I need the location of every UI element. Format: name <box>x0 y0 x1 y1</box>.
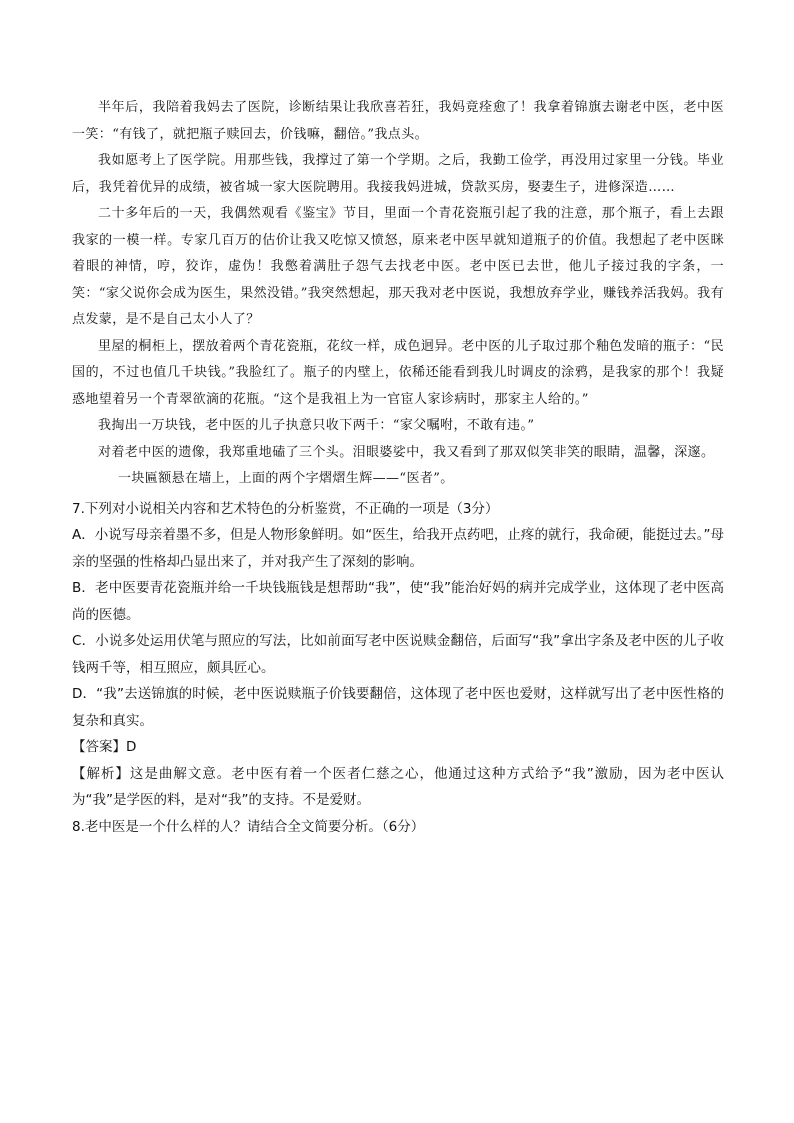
story-final-line: 一块匾额悬在墙上，上面的两个字熠熠生辉——“医者”。 <box>118 471 454 486</box>
answer-value: D <box>126 739 137 755</box>
story-text <box>72 95 724 493</box>
question-7-option-c: C．小说多处运用伏笔与照应的写法，比如前面写老中医说赎金翻倍，后面写“我”拿出字条及老中医的儿子收钱两千等，相互照应，颇具匠心。 <box>72 633 724 676</box>
story-paragraph: 二十多年后的一天，我偶然观看《鉴宝》节目，里面一个青花瓷瓶引起了我的注意，那个瓶子，看上去跟我家的一模一样。专家几百万的估价让我又吃惊又愤怒，原来老中医早就知道瓶子的价值。我想起了老中医眯着眼的神情，哼，狡诈，虚伪！我憋着满肚子怨气去找老中医。老中医已去世，他儿子接过我的字条，一笑：“家父说你会成为医生，果然没错。”我突然想起，那天我对老中医说，我想放弃学业，赚钱养活我妈。我有点发蒙，是不是自己太小人了？ <box>72 206 724 327</box>
question-7-stem: 7.下列对小说相关内容和艺术特色的分析鉴赏，不正确的一项是（3分） <box>72 500 499 517</box>
story-paragraph: 里屋的桐柜上，摆放着两个青花瓷瓶，花纹一样，成色迥异。老中医的儿子取过那个釉色发暗的瓶子：“民国的，不过也值几千块钱。”我脸红了。瓶子的内壁上，依稀还能看到我儿时调皮的涂鸦，是我家的那个！我疑惑地望着另一个青翠欲滴的花瓶。“这个是我祖上为一官宦人家诊病时，那家主人给的。” <box>72 338 724 407</box>
analysis-text: 这是曲解文意。老中医有着一个医者仁慈之心，他通过这种方式给予“我”激励，因为老中医认为“我”是学医的料，是对“我”的支持。不是爱财。 <box>72 765 724 808</box>
story-paragraph: 半年后，我陪着我妈去了医院，诊断结果让我欣喜若狂，我妈竟痊愈了！我拿着锦旗去谢老中医，老中医一笑：“有钱了，就把瓶子赎回去，价钱嘛，翻倍。”我点头。 <box>72 100 724 142</box>
page-content <box>72 95 724 840</box>
question-7-option-d: D．“我”去送锦旗的时候，老中医说赎瓶子价钱要翻倍，这体现了老中医也爱财，这样就写出了老中医性格的复杂和真实。 <box>72 686 724 729</box>
question-8-stem: 8.老中医是一个什么样的人？请结合全文简要分析。（6分） <box>72 818 425 835</box>
question-7-option-b: B．老中医要青花瓷瓶并给一千块钱瓶钱是想帮助“我”，使“我”能治好妈的病并完成学业，这体现了老中医高尚的医德。 <box>72 580 724 623</box>
story-paragraph: 我掏出一万块钱，老中医的儿子执意只收下两千：“家父嘱咐，不敢有违。” <box>98 418 535 433</box>
answer-tag: 【答案】 <box>72 739 126 755</box>
answer-line <box>72 734 724 761</box>
analysis-line <box>72 761 724 814</box>
story-paragraph: 对着老中医的遗像，我郑重地磕了三个头。泪眼婆娑中，我又看到了那双似笑非笑的眼睛，温馨，深邃。 <box>98 444 715 460</box>
story-paragraph: 我如愿考上了医学院。用那些钱，我撑过了第一个学期。之后，我勤工俭学，再没用过家里一分钱。毕业后，我凭着优异的成绩，被省城一家大医院聘用。我接我妈进城，贷款买房，娶妻生子，进修深造…… <box>72 153 724 195</box>
analysis-tag: 【解析】 <box>72 765 130 782</box>
question-7-option-a: A．小说写母亲着墨不多，但是人物形象鲜明。如“医生，给我开点药吧，止疼的就行，我命硬，能挺过去。”母亲的坚强的性格却凸显出来了，并对我产生了深刻的影响。 <box>72 527 724 570</box>
question-section <box>72 496 724 841</box>
